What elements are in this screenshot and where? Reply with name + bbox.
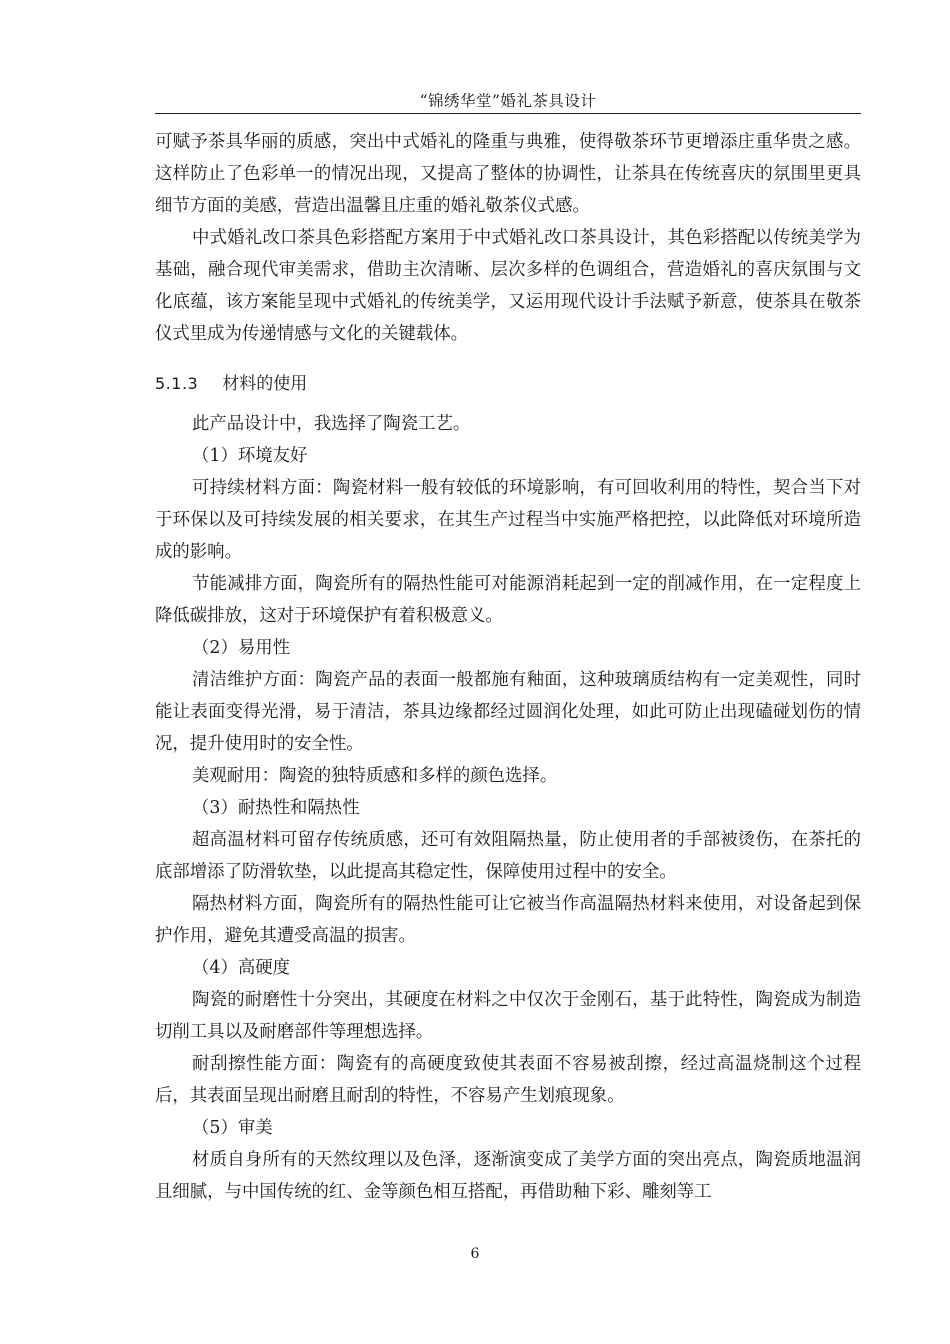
- header-rule: [155, 113, 861, 114]
- subheading: （3）耐热性和隔热性: [192, 798, 360, 818]
- paragraph: 可赋予茶具华丽的质感，突出中式婚礼的隆重与典雅，使得敬茶环节更增添庄重华贵之感。这样防止了色彩单一的情况出现，又提高了整体的协调性，让茶具在传统喜庆的氛围里更具细节方面的美感，营造出温馨且庄重的婚礼敬茶仪式感。: [155, 132, 861, 216]
- paragraph: 节能减排方面，陶瓷所有的隔热性能可对能源消耗起到一定的削减作用，在一定程度上降低碳排放，这对于环境保护有着积极意义。: [155, 574, 861, 626]
- paragraph: 陶瓷的耐磨性十分突出，其硬度在材料之中仅次于金刚石，基于此特性，陶瓷成为制造切削工具以及耐磨部件等理想选择。: [155, 990, 861, 1042]
- subheading: （5）审美: [192, 1118, 273, 1138]
- paragraph: 可持续材料方面：陶瓷材料一般有较低的环境影响，有可回收利用的特性，契合当下对于环保以及可持续发展的相关要求，在其生产过程当中实施严格把控，以此降低对环境所造成的影响。: [155, 478, 861, 562]
- paragraph: 美观耐用：陶瓷的独特质感和多样的颜色选择。: [192, 766, 558, 786]
- paragraph: 隔热材料方面，陶瓷所有的隔热性能可让它被当作高温隔热材料来使用，对设备起到保护作用，避免其遭受高温的损害。: [155, 894, 861, 946]
- subheading: （1）环境友好: [192, 446, 308, 466]
- paragraph: 耐刮擦性能方面：陶瓷有的高硬度致使其表面不容易被刮擦，经过高温烧制这个过程后，其表面呈现出耐磨且耐刮的特性，不容易产生划痕现象。: [155, 1054, 861, 1106]
- body-text: [155, 126, 861, 1208]
- paragraph: 清洁维护方面：陶瓷产品的表面一般都施有釉面，这种玻璃质结构有一定美观性，同时能让表面变得光滑，易于清洁，茶具边缘都经过圆润化处理，如此可防止出现磕碰划伤的情况，提升使用时的安全性。: [155, 670, 861, 754]
- paragraph: 材质自身所有的天然纹理以及色泽，逐渐演变成了美学方面的突出亮点，陶瓷质地温润且细腻，与中国传统的红、金等颜色相互搭配，再借助釉下彩、雕刻等工: [155, 1150, 861, 1202]
- page-number: 6: [470, 1246, 480, 1262]
- paragraph: 此产品设计中，我选择了陶瓷工艺。: [192, 414, 471, 434]
- paragraph: 超高温材料可留存传统质感，还可有效阻隔热量，防止使用者的手部被烫伤，在茶托的底部增添了防滑软垫，以此提高其稳定性，保障使用过程中的安全。: [155, 830, 861, 882]
- running-header: “锦绣华堂”婚礼茶具设计: [419, 92, 597, 110]
- paragraph: 中式婚礼改口茶具色彩搭配方案用于中式婚礼改口茶具设计，其色彩搭配以传统美学为基础，融合现代审美需求，借助主次清晰、层次多样的色调组合，营造婚礼的喜庆氛围与文化底蕴，该方案能呈现中式婚礼的传统美学，又运用现代设计手法赋予新意，使茶具在敬茶仪式里成为传递情感与文化的关键载体。: [155, 228, 861, 344]
- section-heading: [155, 368, 861, 400]
- section-title: 材料的使用: [222, 374, 308, 394]
- subheading: （4）高硬度: [192, 958, 291, 978]
- section-number: 5.1.3: [155, 374, 199, 393]
- subheading: （2）易用性: [192, 638, 291, 658]
